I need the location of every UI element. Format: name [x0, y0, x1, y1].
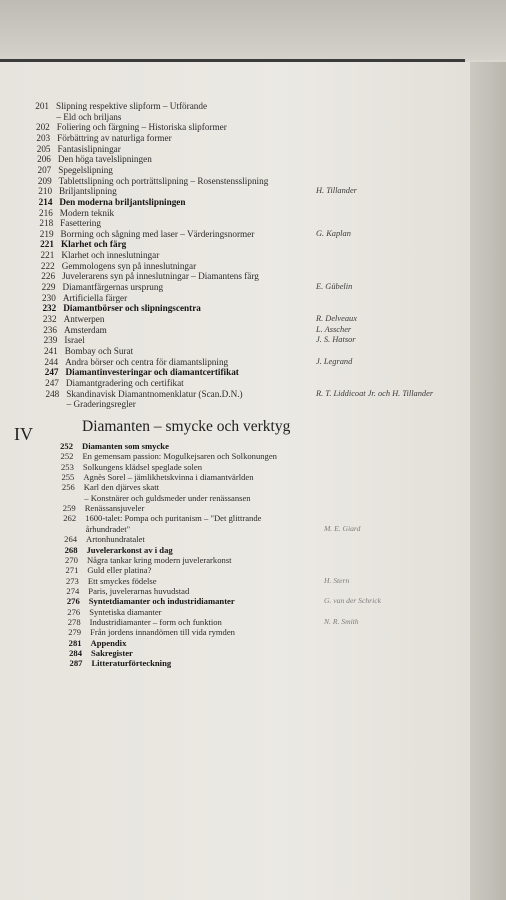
- toc-entry-title: – Konstnärer och guldsmeder under renässansen: [84, 492, 251, 503]
- toc-page-number: 201: [35, 101, 49, 111]
- toc-entry-title: Den moderna briljantslipningen: [59, 196, 186, 207]
- toc-page-number: 281: [68, 637, 82, 648]
- toc-entry-title: Artificiella färger: [62, 292, 128, 303]
- toc-entry-title: Diamantfärgernas ursprung: [62, 282, 164, 293]
- toc-page-number: 239: [43, 335, 58, 346]
- toc-page-number: 232: [42, 303, 57, 314]
- toc-page-number: 253: [61, 461, 74, 472]
- toc-page-number: 216: [39, 207, 53, 218]
- toc-page-number: 278: [67, 616, 81, 627]
- toc-page-number: 203: [36, 132, 51, 143]
- toc-page-number: 244: [44, 356, 59, 367]
- toc-author: G. van der Schrick: [324, 596, 381, 606]
- toc-entry-title: Spegelslipning: [58, 164, 113, 175]
- toc-page-number: 230: [42, 292, 56, 303]
- toc-page-number: 202: [35, 122, 50, 133]
- toc-entry: [9, 658, 479, 669]
- toc-author: N. R. Smith: [323, 616, 359, 626]
- toc-entry-title: Diamantbörser och slipningscentra: [63, 303, 201, 314]
- toc-entry: [0, 451, 470, 462]
- toc-entry: [1, 462, 471, 473]
- toc-page-number: 256: [61, 482, 75, 493]
- toc-entry: [8, 617, 478, 628]
- toc-entry-title: Industridiamanter – form och funktion: [89, 616, 222, 627]
- toc-entry-title: Litteraturförteckning: [91, 658, 172, 669]
- toc-entry-title: århundradet": [85, 523, 131, 534]
- toc-entry-title: Diamanten som smycke: [82, 441, 169, 451]
- background-surface: [0, 0, 506, 60]
- toc-entry: [0, 441, 470, 452]
- toc-page-number: 229: [41, 282, 56, 293]
- toc-entry-title: Modern teknik: [59, 207, 115, 218]
- toc-entry: [3, 503, 473, 514]
- toc-page-number: 276: [66, 596, 80, 607]
- toc-author: R. T. Liddicoat Jr. och H. Tillander: [315, 388, 434, 398]
- toc-entry-title: Skandinavisk Diamantnomenklatur (Scan.D.N.): [66, 388, 243, 399]
- toc-author: H. Tillander: [315, 186, 357, 196]
- toc-entry-title: Foliering och färgning – Historiska slipformer: [56, 122, 227, 133]
- toc-entry-title: Antwerpen: [63, 314, 105, 324]
- toc-page-number: 273: [65, 575, 79, 586]
- toc-entry: [8, 627, 478, 638]
- toc-entry-title: Klarhet och inneslutningar: [61, 250, 160, 261]
- toc-entry-title: – Eld och briljans: [56, 111, 122, 122]
- toc-entry: [5, 545, 475, 556]
- toc-author: J. Legrand: [315, 356, 353, 366]
- toc-page-number: 206: [37, 154, 51, 165]
- toc-entry-title: Diamantgradering och certifikat: [65, 377, 184, 388]
- toc-page-number: 287: [69, 658, 83, 669]
- toc-author: G. Kaplan: [315, 228, 351, 238]
- toc-entry-title: Solkungens klädsel speglade solen: [82, 461, 202, 472]
- toc-entry-title: Juvelerarkonst av i dag: [86, 544, 173, 555]
- toc-page-number: 219: [39, 228, 54, 239]
- toc-page-number: 209: [37, 175, 52, 186]
- toc-entry: [9, 638, 479, 649]
- toc-entry-title: Klarhet och färg: [60, 239, 127, 250]
- toc-author: E. Gübelin: [315, 282, 353, 292]
- toc-page-number: 222: [40, 260, 55, 271]
- toc-author: L. Asscher: [315, 324, 352, 334]
- toc-page-number: 279: [68, 627, 82, 638]
- toc-entry-title: 1600-talet: Pompa och puritanism – "Det glittrande: [85, 513, 262, 524]
- toc-page-number: 236: [43, 324, 57, 335]
- toc-entry-title: Israel: [64, 335, 85, 346]
- toc-entry-title: Syntetiska diamanter: [89, 606, 162, 617]
- toc-author: J. S. Hatsor: [315, 335, 356, 345]
- toc-entry-title: Fasettering: [60, 218, 101, 229]
- toc-page-number: 274: [66, 585, 80, 596]
- toc-page-number: 232: [42, 314, 57, 324]
- toc-page-number: 262: [63, 513, 77, 524]
- toc-entry: [2, 493, 472, 504]
- toc-author: H. Stern: [323, 575, 350, 585]
- toc-entry-title: Gemmologens syn på inneslutningar: [61, 260, 197, 271]
- toc-entry-title: Paris, juvelerarnas huvudstad: [88, 585, 190, 596]
- toc-page-number: 255: [61, 472, 75, 483]
- toc-entry-title: Appendix: [90, 637, 127, 648]
- toc-entry-title: Guld eller platina?: [87, 565, 152, 576]
- toc-entry: [6, 586, 476, 597]
- toc-entry-title: Syntetdiamanter och industridiamanter: [88, 596, 235, 607]
- toc-page-number: 252: [60, 441, 73, 451]
- toc-entry: [4, 534, 474, 545]
- toc-page-number: 252: [60, 451, 74, 462]
- toc-entry: [3, 513, 473, 524]
- toc-entry-title: Ett smyckes födelse: [87, 575, 157, 586]
- toc-entry-title: Den höga tavelslipningen: [57, 154, 152, 165]
- toc-entry-title: Amsterdam: [63, 324, 107, 335]
- toc-entry: [7, 596, 477, 607]
- toc-page-number: 210: [38, 186, 53, 197]
- toc-page-number: 226: [41, 271, 56, 282]
- toc-page-number: 221: [40, 250, 55, 261]
- toc-entry-title: Fantasislipningar: [57, 143, 121, 154]
- toc-entry-title: Briljantslipning: [59, 186, 117, 197]
- toc-entry-title: Renässansjuveler: [84, 503, 145, 514]
- toc-entry: [5, 565, 475, 576]
- toc-page-number: 247: [45, 377, 59, 388]
- toc-page-number: 241: [43, 345, 58, 356]
- toc-page-number: 205: [36, 143, 51, 154]
- toc-page-number: 259: [62, 503, 76, 514]
- toc-page-number: 218: [39, 218, 54, 229]
- toc-page-number: 276: [67, 606, 81, 617]
- toc-entry-title: Från jordens innandömen till vida rymden: [90, 627, 235, 638]
- toc-entry-title: Borrning och sågning med laser – Värderingsnormer: [60, 228, 255, 239]
- toc-entry: [2, 482, 472, 493]
- toc-entry-title: Bombay och Surat: [64, 345, 134, 356]
- toc-entry-title: Agnès Sorel – jämlikhetskvinna i diamantvärlden: [83, 472, 254, 483]
- toc-page-number: 221: [40, 239, 54, 250]
- toc-author: R. Delveaux: [315, 314, 357, 323]
- toc-page-number: 248: [45, 388, 60, 399]
- toc-entry-title: Några tankar kring modern juvelerarkonst: [86, 554, 232, 565]
- toc-entry: [4, 524, 474, 535]
- toc-page-number: 268: [64, 544, 78, 555]
- toc-entry-title: Förbättring av naturliga former: [57, 132, 172, 143]
- toc-author: M. E. Giard: [323, 523, 361, 533]
- toc-page-number: 214: [38, 196, 53, 207]
- toc-entry-title: En gemensam passion: Mogulkejsaren och Solkonungen: [82, 451, 277, 462]
- toc-entry-title: Andra börser och centra för diamantslipning: [65, 356, 229, 367]
- toc-entry-title: Tablettslipning och porträttslipning – Rosenstensslipning: [58, 175, 269, 186]
- toc-entry-title: Karl den djärves skatt: [83, 482, 159, 493]
- toc-page-number: 284: [69, 648, 82, 658]
- toc-entry: [1, 472, 471, 483]
- toc-page-number: 271: [65, 565, 79, 576]
- toc-entry: [11, 398, 481, 410]
- toc-entry: [6, 576, 476, 587]
- toc-page-number: 207: [37, 164, 52, 175]
- toc-entry-title: – Graderingsregler: [66, 399, 136, 410]
- part-heading: Diamanten – smycke och verktyg: [82, 418, 291, 435]
- toc-page-number: 264: [64, 534, 78, 545]
- toc-entry: [7, 607, 477, 618]
- toc-entry-title: Slipning respektive slipform – Utförande: [56, 101, 208, 111]
- page-shadow: [470, 62, 506, 900]
- toc-page-number: 270: [65, 554, 78, 565]
- toc-entry-title: Sakregister: [91, 648, 133, 658]
- part-numeral: IV: [14, 424, 33, 444]
- toc-entry-title: Juvelerarens syn på inneslutningar – Diamantens färg: [62, 271, 259, 282]
- toc-page-number: 247: [44, 367, 59, 378]
- toc-entry: [5, 555, 475, 566]
- toc-entry-title: Diamantinvesteringar och diamantcertifikat: [65, 367, 239, 378]
- toc-entry: [9, 648, 479, 659]
- toc-entry-title: Artonhundratalet: [86, 534, 145, 545]
